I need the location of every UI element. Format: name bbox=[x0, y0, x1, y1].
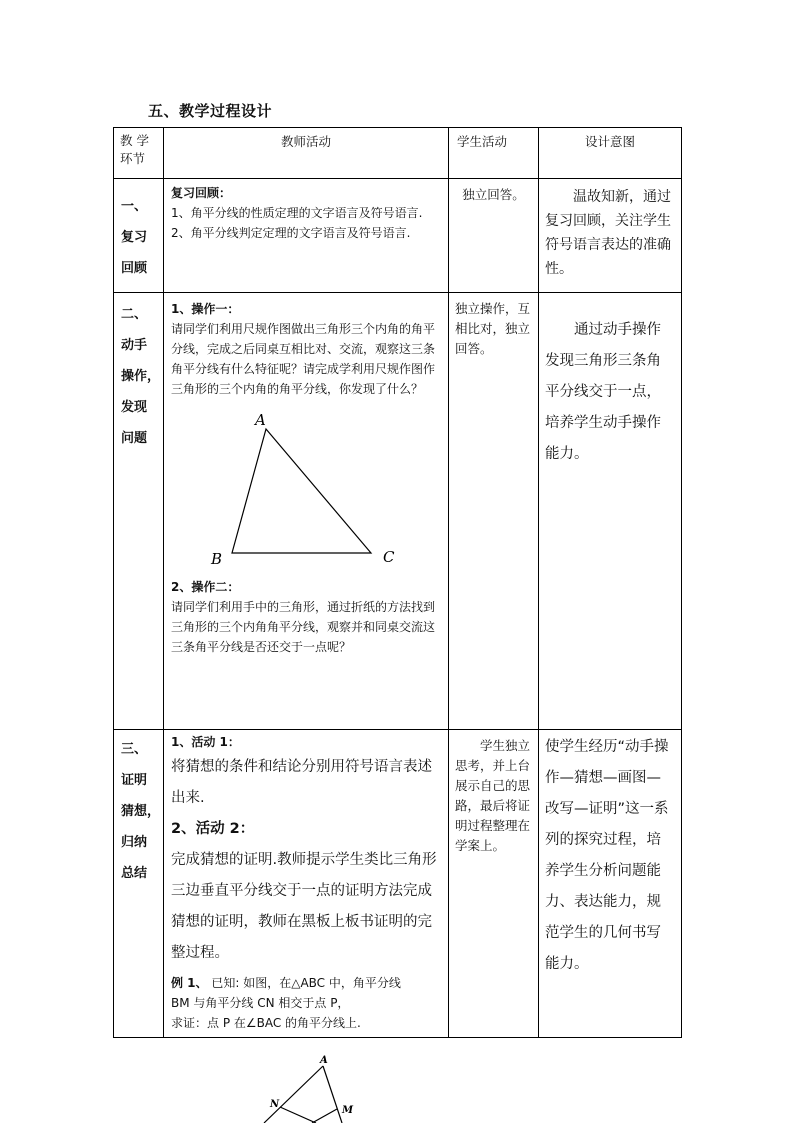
bisector-cn bbox=[280, 1107, 316, 1123]
teacher-cell bbox=[164, 730, 449, 1038]
operation-2-text: 请同学们利用手中的三角形，通过折纸的方法找到三角形的三个内角角平分线，观察并和同桌交流这三条角平分线是否还交于一点呢？ bbox=[171, 600, 436, 654]
bottom-triangle-figure bbox=[250, 1050, 370, 1123]
example-line-2: BM 与角平分线 CN 相交于点 P， bbox=[171, 996, 350, 1010]
bisector-bm bbox=[312, 1109, 337, 1123]
student-cell: 学生独立思考，并上台展示自己的思路，最后将证明过程整理在学案上。 bbox=[449, 730, 539, 1038]
stage-line: 归纳 bbox=[121, 835, 148, 850]
example-label: 例 1、 bbox=[171, 976, 208, 990]
triangle-abc-diagram bbox=[171, 399, 441, 577]
stage-line: 二、 bbox=[121, 307, 148, 322]
header-student: 学生活动 bbox=[449, 128, 539, 179]
table-header-row bbox=[114, 128, 682, 179]
side-ab bbox=[264, 1066, 323, 1123]
teacher-subtitle: 复习回顾： bbox=[171, 186, 232, 200]
activity-2-text: 完成猜想的证明.教师提示学生类比三角形三边垂直平分线交于一点的证明方法完成猜想的证明，教师在黑板上板书证明的完整过程。 bbox=[171, 852, 437, 961]
table-row bbox=[114, 730, 682, 1038]
student-cell: 独立回答。 bbox=[449, 179, 539, 293]
label-m: M bbox=[342, 1105, 354, 1116]
stage-cell bbox=[114, 293, 164, 730]
label-n: N bbox=[270, 1099, 280, 1110]
stage-line: 回顾 bbox=[121, 261, 148, 276]
activity-1-title: 1、活动 1： bbox=[171, 735, 240, 749]
stage-line: 操作， bbox=[121, 369, 161, 384]
header-intent: 设计意图 bbox=[539, 128, 682, 179]
example-line-3: 求证：点 P 在∠BAC 的角平分线上. bbox=[171, 1016, 361, 1030]
activity-2-title: 2、活动 2： bbox=[171, 821, 255, 837]
stage-cell bbox=[114, 179, 164, 293]
triangle-abc bbox=[232, 429, 371, 553]
stage-cell bbox=[114, 730, 164, 1038]
table-row bbox=[114, 293, 682, 730]
label-a: A bbox=[320, 1055, 328, 1066]
side-ac bbox=[323, 1066, 342, 1123]
table-row bbox=[114, 179, 682, 293]
teacher-cell bbox=[164, 179, 449, 293]
section-title: 五、教学过程设计 bbox=[148, 102, 273, 120]
example-1 bbox=[171, 973, 441, 993]
activity-1-text: 将猜想的条件和结论分别用符号语言表述出来. bbox=[171, 759, 432, 806]
teacher-cell bbox=[164, 293, 449, 730]
vertex-label-a: A bbox=[255, 411, 266, 429]
stage-line: 动手 bbox=[121, 338, 148, 353]
stage-line: 问题 bbox=[121, 431, 148, 446]
vertex-label-c: C bbox=[383, 548, 395, 566]
intent-cell: 温故知新，通过复习回顾，关注学生符号语言表达的准确性。 bbox=[539, 179, 682, 293]
stage-line: 猜想， bbox=[121, 804, 161, 819]
stage-line: 三、 bbox=[121, 742, 148, 757]
stage-line: 一、 bbox=[121, 199, 148, 214]
stage-line: 发现 bbox=[121, 400, 148, 415]
student-cell: 独立操作，互相比对，独立回答。 bbox=[449, 293, 539, 730]
header-teacher: 教师活动 bbox=[164, 128, 449, 179]
triangle-figure bbox=[171, 399, 441, 577]
lesson-process-table bbox=[113, 127, 682, 1038]
header-stage: 教 学 环节 bbox=[114, 128, 164, 179]
stage-line: 总结 bbox=[121, 866, 148, 881]
example-line-1: 已知: 如图，在△ABC 中，角平分线 bbox=[211, 976, 401, 990]
operation-1-text: 请同学们利用尺规作图做出三角形三个内角的角平分线，完成之后同桌互相比对、交流，观察这三条角平分线有什么特征呢？请完成学利用尺规作图作三角形的三个内角的角平分线，你发现了什么？ bbox=[171, 322, 436, 396]
intent-cell: 通过动手操作发现三角形三条角平分线交于一点，培养学生动手操作能力。 bbox=[539, 293, 682, 730]
operation-2-title: 2、操作二： bbox=[171, 580, 240, 594]
stage-line: 证明 bbox=[121, 773, 148, 788]
operation-1-title: 1、操作一： bbox=[171, 302, 240, 316]
teacher-line: 2、角平分线判定定理的文字语言及符号语言. bbox=[171, 226, 411, 240]
teacher-line: 1、角平分线的性质定理的文字语言及符号语言. bbox=[171, 206, 423, 220]
vertex-label-b: B bbox=[211, 550, 223, 568]
intent-cell: 使学生经历“动手操作—猜想—画图—改写—证明”这一系列的探究过程，培养学生分析问题能力、表达能力，规范学生的几何书写能力。 bbox=[539, 730, 682, 1038]
stage-line: 复习 bbox=[121, 230, 148, 245]
